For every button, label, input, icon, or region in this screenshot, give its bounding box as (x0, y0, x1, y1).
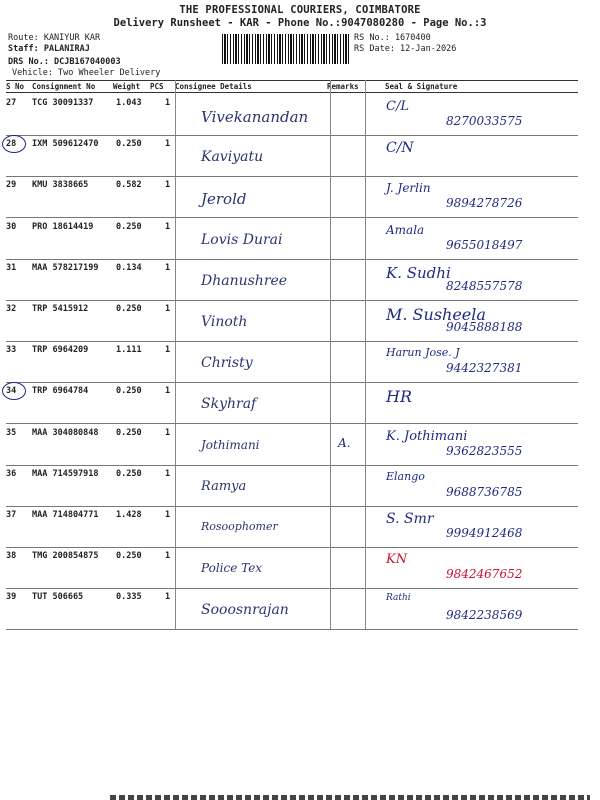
signature-phone: 9045888188 (446, 320, 523, 334)
consignment-number: TUT 506665 (32, 592, 84, 603)
signature-phone: 9688736785 (446, 484, 523, 499)
pcs-value: 1 (165, 98, 171, 108)
consignee-handwritten-name: Lovis Durai (201, 231, 283, 248)
pcs-value: 1 (165, 551, 171, 562)
col-consignee: Consignee Details (175, 82, 252, 91)
consignment-number: IXM 509612470 (32, 139, 99, 150)
row-sno: 28 (6, 139, 17, 150)
rs-number: RS No.: 1670400 (354, 33, 431, 43)
table-row (6, 588, 578, 630)
consignee-handwritten-name: Dhanushree (201, 272, 288, 289)
table-row (6, 465, 578, 507)
consignment-number: MAA 714804771 (32, 510, 99, 520)
row-sno: 33 (6, 345, 17, 356)
consignment-number: MAA 578217199 (32, 262, 99, 273)
weight-value: 0.250 (116, 221, 142, 232)
table-row (6, 259, 578, 301)
route-label: Route: KANIYUR KAR (8, 33, 101, 43)
signature-phone: 8248557578 (446, 278, 523, 293)
header-rule-bottom (6, 92, 578, 93)
table-row (6, 506, 578, 548)
document-title: THE PROFESSIONAL COURIERS, COIMBATORE (179, 4, 421, 16)
signature-phone: 9655018497 (446, 237, 523, 252)
table-row (6, 176, 578, 218)
col-seal: Seal & Signature (385, 82, 458, 91)
consignment-number: MAA 304080848 (32, 427, 99, 438)
pcs-value: 1 (165, 180, 171, 191)
table-row (6, 382, 578, 424)
row-sno: 32 (6, 304, 17, 314)
weight-value: 1.428 (116, 510, 142, 520)
pcs-value: 1 (165, 386, 171, 397)
seal-signature: KN (386, 552, 408, 568)
table-row (6, 218, 578, 260)
seal-signature: HR (386, 387, 412, 407)
consignment-number: KMU 3838665 (32, 180, 89, 191)
weight-value: 1.111 (116, 345, 142, 356)
consignment-number: TRP 6964209 (32, 345, 89, 356)
col-pcs: PCS (150, 82, 164, 91)
pcs-value: 1 (165, 345, 171, 356)
consignee-handwritten-name: Sooosnrajan (201, 602, 289, 619)
consignment-number: TCG 30091337 (32, 98, 94, 108)
row-sno: 31 (6, 262, 17, 273)
weight-value: 0.134 (116, 262, 142, 273)
row-sno: 38 (6, 551, 17, 562)
consignee-handwritten-name: Ramya (201, 478, 247, 494)
row-sno: 29 (6, 180, 17, 191)
weight-value: 0.250 (116, 139, 142, 150)
row-circle-mark (2, 382, 26, 400)
consignee-handwritten-name: Kaviyatu (201, 149, 264, 166)
pcs-value: 1 (165, 262, 171, 273)
row-sno: 27 (6, 98, 17, 108)
row-sno: 37 (6, 510, 17, 520)
weight-value: 0.250 (116, 551, 142, 562)
consignment-number: MAA 714597918 (32, 468, 99, 479)
weight-value: 0.582 (116, 180, 142, 191)
consignee-handwritten-name: Jothimani (201, 437, 260, 452)
seal-signature: K. Jothimani (386, 428, 468, 444)
signature-phone: 9842467652 (446, 567, 523, 582)
weight-value: 0.250 (116, 304, 142, 314)
vehicle-label: Vehicle: Two Wheeler Delivery (12, 68, 161, 78)
drs-label: DRS No.: DCJB167040003 (8, 57, 121, 67)
rs-date: RS Date: 12-Jan-2026 (354, 44, 457, 54)
seal-signature: Harun Jose. J (386, 346, 460, 360)
weight-value: 0.250 (116, 468, 142, 479)
row-sno: 39 (6, 592, 17, 603)
seal-signature: Elango (386, 469, 425, 483)
staff-label: Staff: PALANIRAJ (8, 44, 90, 54)
col-consignment: Consignment No (32, 82, 96, 91)
pcs-value: 1 (165, 221, 171, 232)
row-sno: 30 (6, 221, 17, 232)
consignee-handwritten-name: Christy (201, 355, 253, 372)
seal-signature: Amala (386, 222, 425, 237)
consignment-number: TRP 5415912 (32, 304, 89, 314)
signature-phone: 8270033575 (446, 114, 523, 128)
weight-value: 0.250 (116, 427, 142, 438)
seal-signature: S. Smr (386, 511, 434, 527)
pcs-value: 1 (165, 304, 171, 314)
signature-phone: 9442327381 (446, 361, 523, 376)
pcs-value: 1 (165, 427, 171, 438)
signature-phone: 9994912468 (446, 526, 523, 540)
seal-signature: C/N (386, 140, 414, 157)
col-remarks: Remarks (327, 82, 359, 91)
weight-value: 1.043 (116, 98, 142, 108)
signature-phone: 9894278726 (446, 196, 523, 211)
barcode (222, 34, 350, 64)
seal-signature: J. Jerlin (386, 181, 431, 196)
seal-signature: C/L (386, 99, 409, 114)
pcs-value: 1 (165, 510, 171, 520)
header-rule-top (6, 80, 578, 81)
weight-value: 0.335 (116, 592, 142, 603)
seal-signature: K. Sudhi (386, 263, 451, 282)
page-edge-marks (110, 795, 590, 800)
table-row (6, 300, 578, 342)
table-row (6, 424, 578, 466)
row-sno: 35 (6, 427, 17, 438)
document-subtitle: Delivery Runsheet - KAR - Phone No.:9047080280 - Page No.:3 (113, 17, 487, 29)
remarks-mark: A. (338, 435, 351, 450)
consignment-number: TMG 200854875 (32, 551, 99, 562)
consignment-number: PRO 18614419 (32, 221, 94, 232)
pcs-value: 1 (165, 468, 171, 479)
col-weight: Weight (113, 82, 141, 91)
signature-phone: 9842238569 (446, 608, 523, 623)
row-circle-mark (2, 135, 26, 153)
consignee-handwritten-name: Skyhraf (201, 396, 257, 413)
consignee-handwritten-name: Vivekanandan (201, 108, 309, 126)
col-sno: S No (6, 82, 25, 91)
consignee-handwritten-name: Rosoophomer (201, 520, 278, 533)
seal-signature: Rathi (386, 593, 411, 604)
consignee-handwritten-name: Police Tex (201, 561, 263, 576)
seal-signature: M. Susheela (386, 305, 486, 324)
table-row (6, 94, 578, 136)
consignee-handwritten-name: Vinoth (201, 314, 248, 330)
table-row (6, 135, 578, 177)
row-sno: 34 (6, 386, 17, 397)
signature-phone: 9362823555 (446, 443, 523, 458)
table-row (6, 547, 578, 589)
row-sno: 36 (6, 468, 17, 479)
pcs-value: 1 (165, 592, 171, 603)
consignee-handwritten-name: Jerold (201, 190, 247, 209)
table-row (6, 341, 578, 383)
consignment-number: TRP 6964784 (32, 386, 89, 397)
weight-value: 0.250 (116, 386, 142, 397)
pcs-value: 1 (165, 139, 171, 150)
